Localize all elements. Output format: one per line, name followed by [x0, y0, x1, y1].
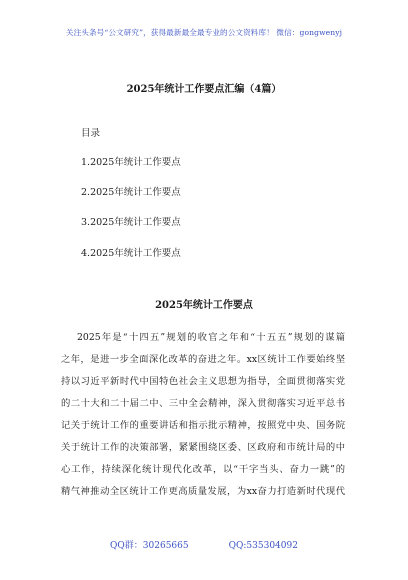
toc-item: 2.2025年统计工作要点 [81, 187, 181, 198]
paragraph-line: 关于统计工作的决策部署，紧紧围绕区委、区政府和市统计局的中 [61, 442, 345, 453]
footer-contact [0, 538, 408, 551]
header-banner: 关注头条号“公文研究”，获得最新最全最专业的公文资料库！ 微信：gongwenyj [65, 28, 343, 37]
toc-item: 4.2025年统计工作要点 [81, 248, 181, 259]
footer-qq: QQ:535304092 [228, 541, 298, 551]
paragraph-line: 精气神推动全区统计工作更高质量发展，为xx奋力打造新时代现代 [61, 486, 345, 497]
paragraph-line: 持以习近平新时代中国特色社会主义思想为指导，全面贯彻落实党 [61, 376, 345, 387]
footer-qq-group: QQ群：30265665 [110, 541, 189, 551]
paragraph-line: 记关于统计工作的重要讲话和指示批示精神，按照党中央、国务院 [61, 420, 345, 431]
paragraph-line: 2025年是“十四五”规划的收官之年和“十五五”规划的谋篇 [77, 332, 345, 343]
section-title: 2025年统计工作要点 [155, 300, 253, 311]
paragraph-line: 心工作，持续深化统计现代化改革，以“干字当头、奋力一跳”的 [61, 464, 345, 475]
paragraph-line: 之年，是进一步全面深化改革的奋进之年。xx区统计工作要始终坚 [61, 354, 345, 365]
toc-heading: 目录 [81, 128, 101, 139]
document-title: 2025年统计工作要点汇编（4篇） [126, 84, 282, 95]
toc-item: 3.2025年统计工作要点 [81, 217, 181, 228]
toc-item: 1.2025年统计工作要点 [81, 157, 181, 168]
paragraph-line: 的二十大和二十届二中、三中全会精神，深入贯彻落实习近平总书 [61, 398, 345, 409]
